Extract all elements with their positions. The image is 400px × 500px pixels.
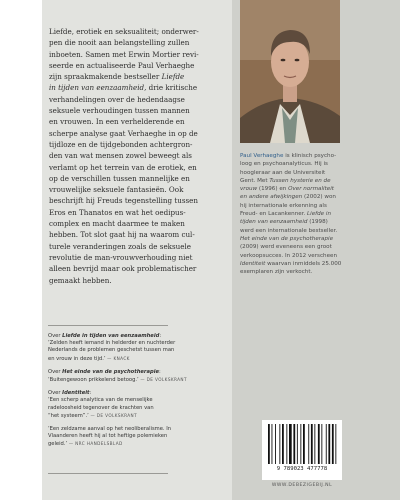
divider: [48, 325, 168, 326]
blurb-line: verhandelingen over de hedendaagse: [49, 94, 185, 104]
review-quote: [48, 333, 224, 363]
barcode-bar: [318, 424, 320, 464]
barcode-bar: [282, 424, 284, 464]
barcode-bar: [289, 424, 292, 464]
barcode-bar: [332, 424, 334, 464]
quote-line: ‘Zelden heeft iemand in helderder en nuchterder: [48, 340, 176, 347]
barcode-bar: [275, 424, 276, 464]
blurb-line: zijn spraakmakende bestseller Liefde: [49, 72, 185, 82]
quote-source: — DE VOLKSKRANT: [140, 377, 187, 383]
blurb-line: tijdloze en de tijdgebonden achtergron-: [49, 139, 193, 149]
bio-line: Gent. Met Tussen hysterie en de: [240, 177, 331, 184]
quote-heading: Over Liefde in tijden van eenzaamheid:: [48, 333, 162, 339]
quote-line: ‘Een scherp analytica van de menselijke: [48, 397, 153, 404]
quote-source: — KNACK: [107, 355, 130, 361]
bio-line: werd een internationale bestseller.: [240, 227, 338, 234]
divider: [48, 473, 168, 474]
barcode-bar: [326, 424, 327, 464]
quote-line: ‘Buitengewoon prikkelend betoog.’ — DE VOLKSKRANT: [48, 377, 187, 384]
bio-line: hij internationale erkenning als: [240, 202, 327, 209]
barcode-bar: [328, 424, 330, 464]
barcode-bar: [272, 424, 273, 464]
barcode-bar: [308, 424, 309, 464]
bio-line: Identiteit waarvan inmiddels 25.000: [240, 260, 342, 267]
quote-line: radeloosheid tegenover de krachten van: [48, 404, 154, 411]
book-title: in tijden van eenzaamheid: [49, 83, 145, 93]
barcode-bar: [321, 424, 322, 464]
author-name: Paul Verhaeghe: [240, 153, 284, 159]
barcode-bar: [335, 424, 336, 464]
blurb-line: beschrijft hij Freuds tegenstelling tussen: [49, 196, 198, 206]
author-bio: [240, 152, 346, 276]
blurb-line: in tijden van eenzaamheid, drie kritische: [49, 83, 198, 93]
isbn-barcode: [262, 420, 342, 480]
quote-heading: Over Identiteit:: [48, 390, 92, 397]
blurb-line: inboeten. Samen met Erwin Mortier revi-: [49, 49, 199, 59]
bio-line: vrouw (1996) en Over normaliteit: [240, 186, 334, 193]
bio-line: Freud- en Lacankenner. Liefde in: [240, 211, 331, 218]
blurb-line: alleen bevrijd maar ook problematischer: [49, 264, 197, 274]
quote-line: “het systeem”.’ — DE VOLKSKRANT: [48, 412, 138, 419]
blurb-line: vrouwelijke seksuele fantasieën. Ook: [49, 185, 184, 195]
barcode-bar: [300, 424, 301, 464]
bio-line: Het einde van de psychotherapie: [240, 235, 334, 242]
blurb-text: [49, 26, 227, 286]
quote-line: Vlaanderen heeft hij al tot heftige polemieken: [48, 433, 168, 440]
blurb-line: den van wat mensen zowel beweegt als: [49, 151, 192, 161]
blurb-line: verlamt op het terrein van de erotiek, en: [49, 162, 197, 172]
barcode-bar: [268, 424, 270, 464]
barcode-bar: [279, 424, 280, 464]
blurb-line: gemaakt hebben.: [49, 275, 112, 285]
bio-line: (2009) werd eveneens een groot: [240, 244, 332, 251]
quote-line: en vrouw in deze tijd.’ — KNACK: [48, 355, 130, 362]
bio-line: loog en psychoanalyticus. Hij is: [240, 161, 328, 168]
bio-line: verkoopsucces. In 2012 verscheen: [240, 252, 338, 259]
blurb-line: seerde en actualiseerde Paul Verhaeghe: [49, 60, 195, 70]
barcode-bar: [297, 424, 298, 464]
blurb-line: en vrouwen. In een verhelderende en: [49, 117, 185, 127]
blurb-line: pen die nooit aan belangstelling zullen: [49, 38, 190, 48]
barcode-bar: [303, 424, 305, 464]
bio-line: hoogleraar aan de Universiteit: [240, 169, 326, 176]
blurb-line: turele veranderingen zoals de seksuele: [49, 241, 191, 251]
blurb-line: seksuele verhoudingen tussen mannen: [49, 106, 190, 116]
publisher-website: WWW.DEBEZIGEBIJ.NL: [271, 483, 333, 488]
blurb-line: scherpe analyse gaat Verhaeghe in op de: [49, 128, 198, 138]
quote-heading: Over Het einde van de psychotherapie:: [48, 368, 161, 375]
blurb-line: op de verschillen tussen mannelijke en: [49, 173, 190, 183]
review-quotes: [48, 333, 224, 455]
bio-line: exemplaren zijn verkocht.: [240, 269, 313, 276]
isbn-number: 9 789023 477778: [276, 466, 328, 472]
bio-line: en andere afwijkingen (2002) won: [240, 194, 336, 201]
quote-line: ‘Een zeldzame aanval op het neoliberalisme. In: [48, 426, 172, 433]
blurb-line: revolutie de man-vrouwverhouding niet: [49, 252, 193, 262]
review-quote: [48, 369, 224, 384]
quote-line: geleid.’ — NRC HANDELSBLAD: [48, 441, 123, 448]
blurb-line: hebben. Tot slot gaat hij na waarom cul-: [49, 230, 195, 240]
barcode-bar: [286, 424, 287, 464]
review-quote: [48, 390, 224, 420]
blurb-line: Eros en Thanatos en wat het oedipus-: [49, 207, 186, 217]
author-photo: [240, 0, 340, 143]
book-title: Liefde: [161, 72, 185, 82]
review-quote: [48, 426, 224, 449]
bio-line: Paul Verhaeghe is klinisch psycho-: [240, 153, 337, 159]
bio-line: tijden van eenzaamheid (1998): [240, 219, 328, 226]
quote-source: — DE VOLKSKRANT: [90, 412, 138, 418]
blurb-line: complex en macht daarmee te maken: [49, 219, 185, 229]
barcode-bar: [311, 424, 313, 464]
barcode-bar: [293, 424, 295, 464]
blurb-line: Liefde, erotiek en seksualiteit; onderwer-: [49, 27, 199, 36]
barcode-bars: [262, 420, 342, 466]
quote-source: — NRC HANDELSBLAD: [68, 441, 123, 447]
barcode-bar: [314, 424, 315, 464]
quote-line: Nederlands de problemen geschetst tussen man: [48, 347, 175, 354]
